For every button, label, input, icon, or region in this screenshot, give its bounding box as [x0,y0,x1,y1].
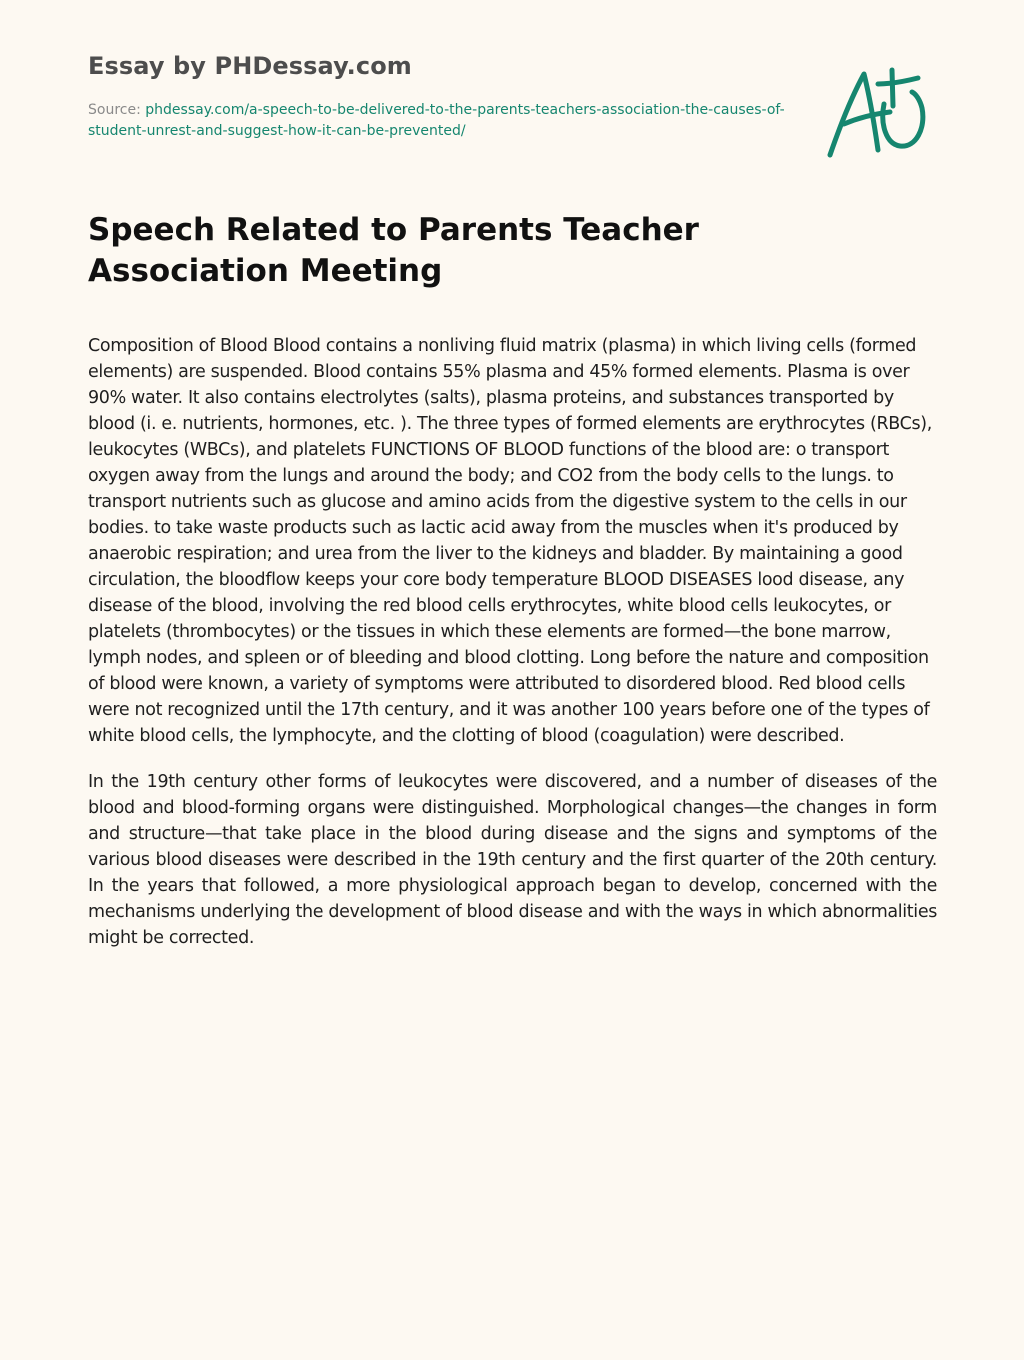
essay-title: Speech Related to Parents Teacher Association Meeting [88,212,699,289]
source-line [88,100,788,142]
site-brand: Essay by PHDessay.com [88,52,412,80]
source-label: Source: [88,102,146,118]
source-link[interactable]: phdessay.com/a-speech-to-be-delivered-to-the-parents-teachers-association-the-causes-of-student-unrest-and-suggest-how-it-can-be-prevented/ [88,102,785,139]
essay-body [88,333,937,971]
paragraph: Composition of Blood Blood contains a nonliving fluid matrix (plasma) in which living cells (formed elements) are suspended. Blood contains 55% plasma and 45% formed elements. Plasma is over 90% water. It also contains electrolytes (salts), plasma proteins, and substances transported by blood (i. e. nutrients, hormones, etc. ). The three types of formed elements are erythrocytes (RBCs), leukocytes (WBCs), and platelets FUNCTIONS OF BLOOD functions of the blood are: o transport oxygen away from the lungs and around the body; and CO2 from the body cells to the lungs. to transport nutrients such as glucose and amino acids from the digestive system to the cells in our bodies. to take waste products such as lactic acid away from the muscles when it's produced by anaerobic respiration; and urea from the liver to the kidneys and bladder. By maintaining a good circulation, the bloodflow keeps your core body temperature BLOOD DISEASES lood disease, any disease of the blood, involving the red blood cells erythrocytes, white blood cells leukocytes, or platelets (thrombocytes) or the tissues in which these elements are formed—the bone marrow, lymph nodes, and spleen or of bleeding and blood clotting. Long before the nature and composition of blood were known, a variety of symptoms were attributed to disordered blood. Red blood cells were not recognized until the 17th century, and it was another 100 years before one of the types of white blood cells, the lymphocyte, and the clotting of blood (coagulation) were described. [88,336,932,746]
paragraph: In the 19th century other forms of leukocytes were discovered, and a number of diseases of the blood and blood-forming organs were distinguished. Morphological changes—the changes in form and structure—that take place in the blood during disease and the signs and symptoms of the various blood diseases were described in the 19th century and the first quarter of the 20th century. In the years that followed, a more physiological approach began to develop, concerned with the mechanisms underlying the development of blood disease and with the ways in which abnormalities might be corrected. [88,772,937,948]
a-plus-icon [826,62,930,166]
